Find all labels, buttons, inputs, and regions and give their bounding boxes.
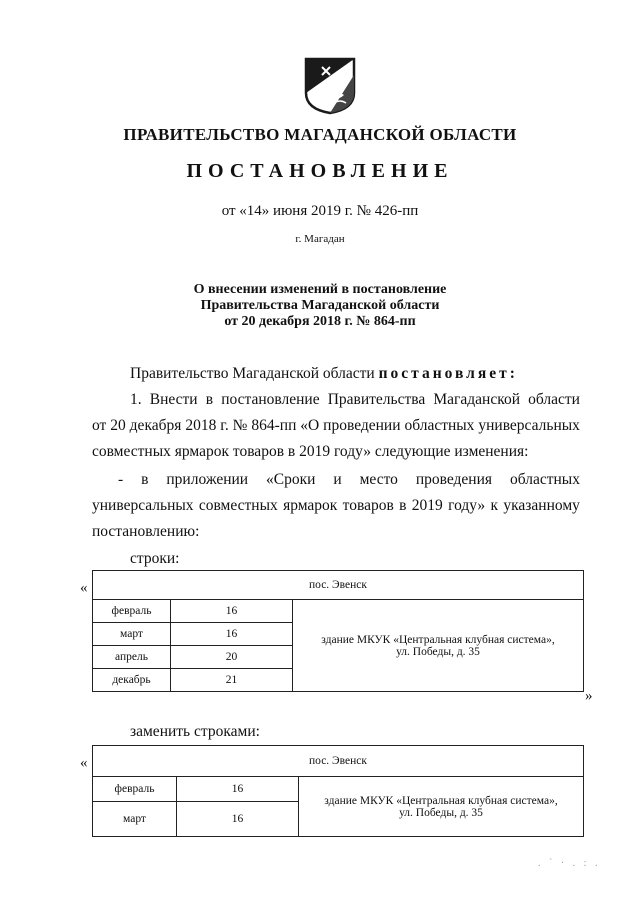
open-quote: « xyxy=(80,580,88,596)
rows-label: строки: xyxy=(130,550,180,567)
paragraph-line: постановлению: xyxy=(92,523,200,540)
subject-line: Правительства Магаданской области xyxy=(200,298,440,313)
word: «Сроки xyxy=(266,471,316,488)
word: - xyxy=(118,471,124,488)
month-cell: февраль xyxy=(93,777,177,802)
document-city: г. Магадан xyxy=(295,233,345,245)
word: товаров xyxy=(342,497,394,514)
word: к xyxy=(490,497,499,514)
word: и xyxy=(333,471,342,488)
venue-line: здание МКУК «Центральная клубная система», xyxy=(321,633,555,646)
place-cell: пос. Эвенск xyxy=(93,571,584,600)
venue-line: ул. Победы, д. 35 xyxy=(399,806,483,819)
intro-lead: Правительство Магаданской области xyxy=(130,365,375,382)
paragraph-line xyxy=(130,387,580,413)
schedule-table-new xyxy=(92,745,584,837)
day-cell: 16 xyxy=(171,600,293,623)
document-type-title: ПОСТАНОВЛЕНИЕ xyxy=(186,160,454,182)
venue-line: ул. Победы, д. 35 xyxy=(396,645,480,658)
table-row xyxy=(93,746,584,777)
word: от xyxy=(92,417,107,434)
table-row xyxy=(93,600,584,623)
month-cell: апрель xyxy=(93,646,171,669)
word: области xyxy=(528,391,580,408)
word: универсальных xyxy=(92,497,194,514)
intro-paragraph xyxy=(130,361,518,387)
scan-marks: . ` · . : . xyxy=(538,858,601,869)
word: в xyxy=(399,497,407,514)
word: Правительства xyxy=(327,391,426,408)
word: «О xyxy=(300,417,320,434)
word: проведении xyxy=(323,417,401,434)
place-cell: пос. Эвенск xyxy=(93,746,584,777)
word: постановление xyxy=(221,391,320,408)
venue-line: здание МКУК «Центральная клубная система», xyxy=(324,794,558,807)
word: в xyxy=(205,391,214,408)
schedule-table-old xyxy=(92,570,584,692)
word: Магаданской xyxy=(433,391,521,408)
table-row xyxy=(93,571,584,600)
word: № xyxy=(232,417,248,434)
day-cell: 16 xyxy=(177,802,299,837)
paragraph-line xyxy=(118,467,580,493)
month-cell: март xyxy=(93,623,171,646)
word: 864-пп xyxy=(251,417,297,434)
word: областных xyxy=(404,417,475,434)
day-cell: 21 xyxy=(171,669,293,692)
word: в xyxy=(141,471,149,488)
word: декабря xyxy=(129,417,182,434)
document-subject xyxy=(0,282,640,330)
word: г. xyxy=(220,417,229,434)
intro-verb: постановляет: xyxy=(378,365,518,382)
word: году» xyxy=(448,497,486,514)
replace-label: заменить строками: xyxy=(130,723,260,740)
open-quote: « xyxy=(80,755,88,771)
document-date-number: от «14» июня 2019 г. № 426-пп xyxy=(221,203,419,219)
venue-cell xyxy=(299,777,584,837)
day-cell: 16 xyxy=(171,623,293,646)
subject-line: от 20 декабря 2018 г. № 864-пп xyxy=(224,314,416,329)
word: место xyxy=(359,471,398,488)
venue-cell xyxy=(293,600,584,692)
word: 1. xyxy=(130,391,142,408)
word: Внести xyxy=(149,391,198,408)
word: совместных xyxy=(198,497,278,514)
word: областных xyxy=(509,471,580,488)
word: 2019 xyxy=(411,497,443,514)
paragraph-line xyxy=(92,493,580,519)
month-cell: декабрь xyxy=(93,669,171,692)
table-row xyxy=(93,777,584,802)
day-cell: 16 xyxy=(177,777,299,802)
word: указанному xyxy=(503,497,580,514)
word: приложении xyxy=(166,471,249,488)
word: 2018 xyxy=(185,417,217,434)
word: универсальных xyxy=(478,417,580,434)
coat-of-arms-emblem xyxy=(300,55,360,115)
paragraph-line xyxy=(92,413,580,439)
subject-line: О внесении изменений в постановление xyxy=(193,282,447,297)
day-cell: 20 xyxy=(171,646,293,669)
close-quote: » xyxy=(585,688,593,704)
word: 20 xyxy=(110,417,126,434)
word: ярмарок xyxy=(283,497,338,514)
month-cell: февраль xyxy=(93,600,171,623)
month-cell: март xyxy=(93,802,177,837)
word: проведения xyxy=(415,471,493,488)
paragraph-line: совместных ярмарок товаров в 2019 году» следующие изменения: xyxy=(92,443,529,460)
organization-title: ПРАВИТЕЛЬСТВО МАГАДАНСКОЙ ОБЛАСТИ xyxy=(123,125,517,144)
